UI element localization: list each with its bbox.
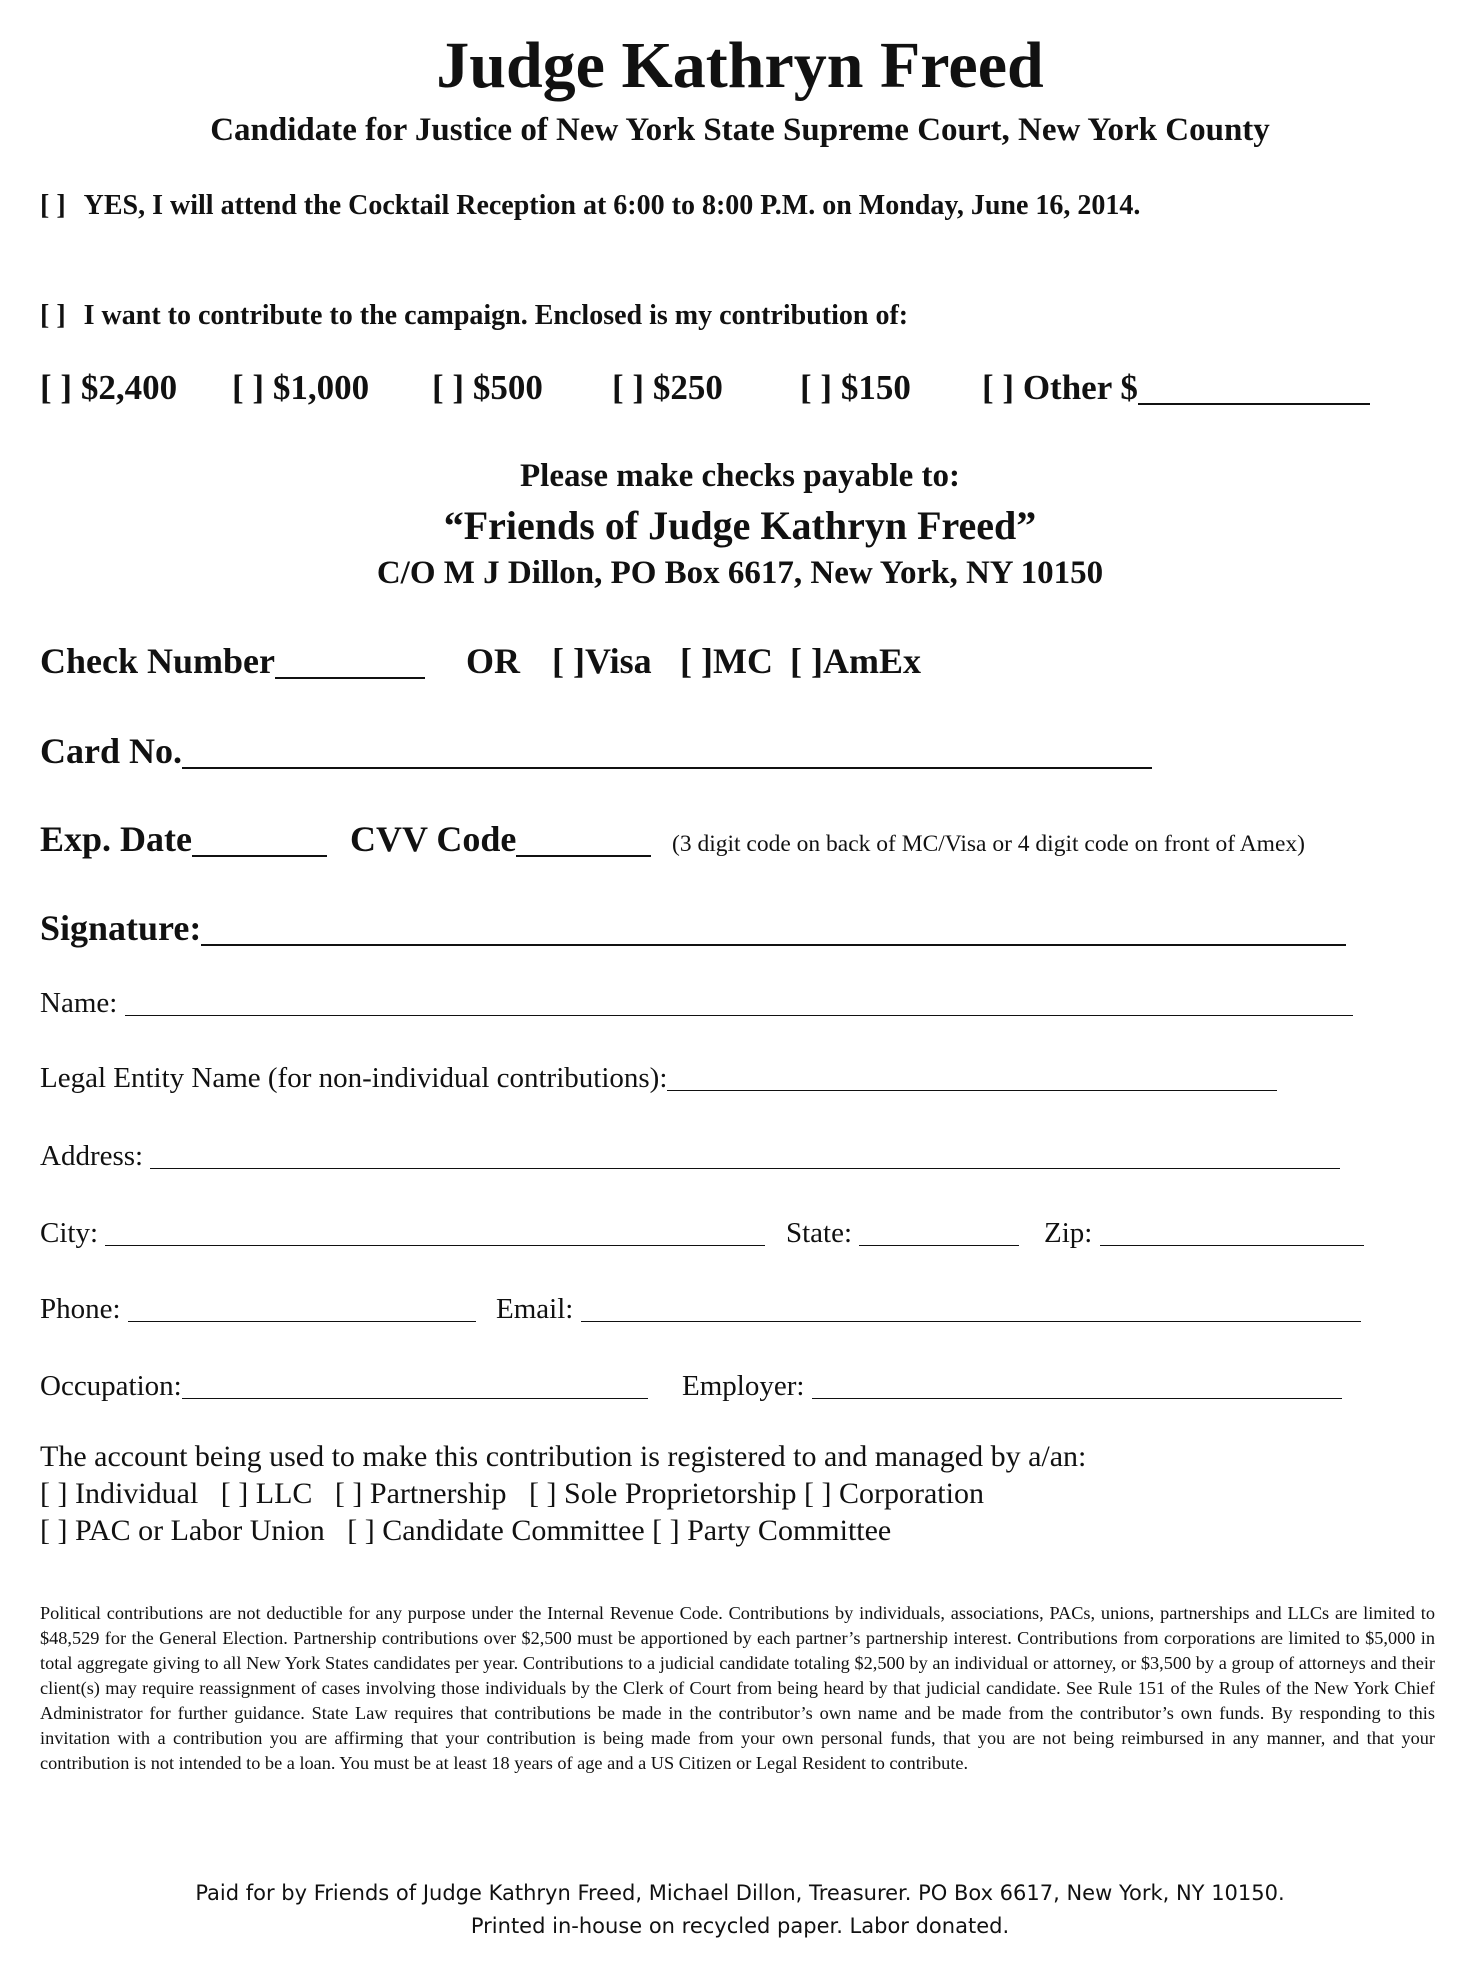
signature-row xyxy=(40,907,1346,949)
address-label: Address: xyxy=(40,1140,144,1172)
email-label: Email: xyxy=(496,1293,574,1325)
account-intro: The account being used to make this contribution is registered to and managed by a/an: xyxy=(40,1440,1087,1473)
or-label: OR xyxy=(466,641,520,681)
footer-paid-for: Paid for by Friends of Judge Kathryn Freed, Michael Dillon, Treasurer. PO Box 6617, New York, NY 10150. xyxy=(195,1881,1285,1905)
phone-row xyxy=(40,1292,476,1326)
account-type-options-row1[interactable]: [ ] Individual [ ] LLC [ ] Partnership [ ] Sole Proprietorship [ ] Corporation xyxy=(40,1477,984,1510)
contribute-text: I want to contribute to the campaign. Enclosed is my contribution of: xyxy=(83,300,909,331)
legal-entity-row xyxy=(40,1061,1277,1095)
amount-option-2400[interactable]: [ ] $2,400 xyxy=(40,368,178,407)
city-row xyxy=(40,1216,765,1250)
legal-entity-label: Legal Entity Name (for non-individual contributions): xyxy=(40,1062,668,1094)
city-label: City: xyxy=(40,1217,99,1249)
amount-option-1000[interactable]: [ ] $1,000 xyxy=(232,368,370,407)
payee-name: “Friends of Judge Kathryn Freed” xyxy=(443,503,1037,548)
phone-label: Phone: xyxy=(40,1293,121,1325)
signature-input[interactable] xyxy=(201,908,1346,946)
employer-input[interactable] xyxy=(812,1369,1342,1399)
page-title: Judge Kathryn Freed xyxy=(436,29,1044,102)
employer-label: Employer: xyxy=(682,1370,805,1402)
phone-input[interactable] xyxy=(128,1292,476,1322)
city-input[interactable] xyxy=(105,1216,765,1246)
check-number-row xyxy=(40,640,425,682)
amount-option-other[interactable]: [ ] Other $ xyxy=(982,368,1370,408)
amex-checkbox[interactable]: [ ]AmEx xyxy=(790,641,921,681)
email-input[interactable] xyxy=(581,1292,1361,1322)
mc-checkbox[interactable]: [ ]MC xyxy=(680,641,773,681)
address-row xyxy=(40,1139,1340,1173)
occupation-row xyxy=(40,1369,648,1403)
rsvp-checkbox[interactable]: [ ] xyxy=(40,190,66,221)
zip-label: Zip: xyxy=(1044,1217,1093,1249)
other-amount-input[interactable] xyxy=(1138,368,1370,405)
rsvp-row xyxy=(40,190,1140,222)
name-input[interactable] xyxy=(125,986,1353,1016)
exp-date-input[interactable] xyxy=(192,819,327,857)
zip-input[interactable] xyxy=(1100,1216,1364,1246)
occupation-label: Occupation: xyxy=(40,1370,182,1402)
contribute-checkbox[interactable]: [ ] xyxy=(40,300,66,331)
account-type-options-row2[interactable]: [ ] PAC or Labor Union [ ] Candidate Committee [ ] Party Committee xyxy=(40,1514,892,1547)
visa-checkbox[interactable]: [ ]Visa xyxy=(552,641,652,681)
amount-option-500[interactable]: [ ] $500 xyxy=(432,368,543,407)
exp-date-label: Exp. Date xyxy=(40,819,192,859)
name-label: Name: xyxy=(40,987,118,1019)
state-row xyxy=(786,1216,1019,1250)
cvv-input[interactable] xyxy=(516,819,651,857)
zip-row xyxy=(1044,1216,1364,1250)
check-number-input[interactable] xyxy=(275,641,425,679)
cvv-row xyxy=(350,818,651,860)
amount-option-150[interactable]: [ ] $150 xyxy=(800,368,911,407)
card-number-input[interactable] xyxy=(182,731,1152,769)
cvv-note: (3 digit code on back of MC/Visa or 4 digit code on front of Amex) xyxy=(672,831,1305,857)
occupation-input[interactable] xyxy=(182,1369,648,1399)
payee-address: C/O M J Dillon, PO Box 6617, New York, NY 10150 xyxy=(376,555,1104,591)
state-input[interactable] xyxy=(859,1216,1019,1246)
check-number-label: Check Number xyxy=(40,641,275,681)
legal-disclaimer: Political contributions are not deductible for any purpose under the Internal Revenue Code. Contributions by individuals, associations, PACs, unions, partnerships and LLCs are limited to $48,529 for the General Election. Partnership contributions over $2,500 must be apportioned by each partner’s partnership interest. Contributions from corporations are limited to $5,000 in total aggregate giving to all New York States candidates per year. Contributions to a judicial candidate totaling $2,500 by an individual or attorney, or $3,500 by a group of attorneys and their client(s) may require reassignment of cases involving those individuals by the Clerk of Court from being heard by that judicial candidate. See Rule 151 of the Rules of the New York Chief Administrator for further guidance. State Law requires that contributions be made in the contributor’s own name and be made from the contributor’s own funds. By responding to this invitation with a contribution you are affirming that your contribution is being made from your own personal funds, that you are not being reimbursed in any manner, and that your contribution is not intended to be a loan. You must be at least 18 years of age and a US Citizen or Legal Resident to contribute. xyxy=(40,1603,1435,1773)
rsvp-text: YES, I will attend the Cocktail Reception at 6:00 to 8:00 P.M. on Monday, June 16, 2014. xyxy=(83,190,1141,221)
name-row xyxy=(40,986,1353,1020)
address-input[interactable] xyxy=(150,1139,1340,1169)
employer-row xyxy=(682,1369,1342,1403)
signature-label: Signature: xyxy=(40,908,202,948)
page-subtitle: Candidate for Justice of New York State Supreme Court, New York County xyxy=(210,112,1270,148)
state-label: State: xyxy=(786,1217,853,1249)
exp-date-row xyxy=(40,818,327,860)
legal-entity-input[interactable] xyxy=(667,1061,1277,1091)
cvv-label: CVV Code xyxy=(350,819,517,859)
email-row xyxy=(496,1292,1361,1326)
contribute-row xyxy=(40,300,908,332)
card-number-label: Card No. xyxy=(40,731,182,771)
card-number-row xyxy=(40,730,1152,772)
footer-printed: Printed in-house on recycled paper. Labor donated. xyxy=(470,1914,1010,1938)
payable-heading: Please make checks payable to: xyxy=(520,458,960,494)
amount-option-250[interactable]: [ ] $250 xyxy=(612,368,723,407)
